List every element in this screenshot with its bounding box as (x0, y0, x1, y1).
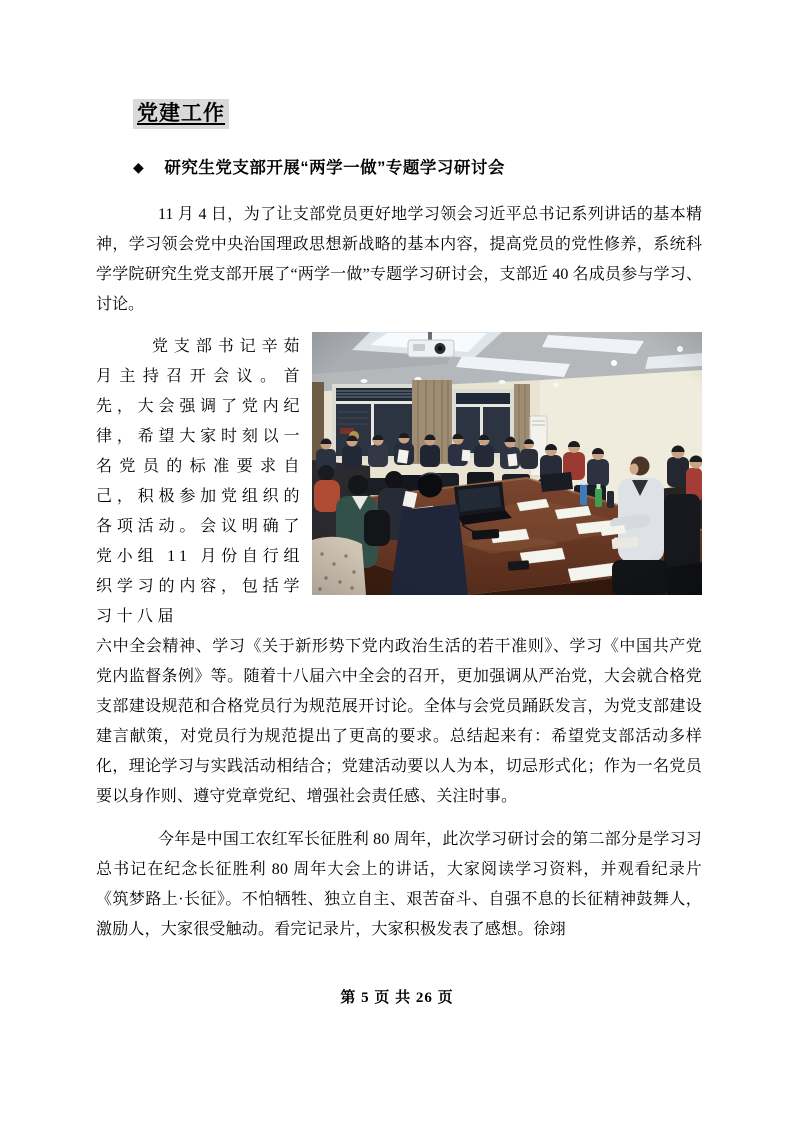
article-heading (133, 156, 702, 179)
diamond-bullet-icon: ◆ (133, 159, 145, 175)
document-content (96, 99, 702, 945)
article-heading-text: 研究生党支部开展“两学一做”专题学习研讨会 (164, 159, 505, 177)
paragraph-2-below-photo: 六中全会精神、学习《关于新形势下党内政治生活的若干准则》、学习《中国共产党党内监督条例》等。随着十八届六中全会的召开，更加强调从严治党，大会就合格党支部建设规范和合格党员行为规范展开讨论。全体与会党员踊跃发言，为党支部建设建言献策，对党员行为规范提出了更高的要求。总结起来有：希望党支部活动多样化，理论学习与实践活动相结合；党建活动要以人为本，切忌形式化；作为一名党员要以身作则、遵守党章党纪、增强社会责任感、关注时事。 (96, 638, 702, 805)
paragraph-2-beside-photo: 党支部书记辛茹月主持召开会议。首先，大会强调了党内纪律，希望大家时刻以一名党员的标准要求自己，积极参加党组织的各项活动。会议明确了党小组 11 月份自行组织学习的内容，包括学习十八届 (96, 338, 304, 625)
paragraph-2-with-photo (96, 332, 702, 812)
meeting-room-photo (312, 332, 702, 595)
section-title-row (96, 99, 702, 129)
paragraph-3: 今年是中国工农红军长征胜利 80 周年，此次学习研讨会的第二部分是学习习总书记在纪念长征胜利 80 周年大会上的讲话，大家阅读学习资料，并观看纪录片《筑梦路上·长征》。不怕牺牲、独立自主、艰苦奋斗、自强不息的长征精神鼓舞人，激励人，大家很受触动。看完记录片，大家积极发表了感想。徐翊 (96, 831, 702, 938)
page-number-footer: 第 5 页 共 26 页 (340, 990, 454, 1006)
paragraph-1: 11 月 4 日，为了让支部党员更好地学习领会习近平总书记系列讲话的基本精神，学习领会党中央治国理政思想新战略的基本内容，提高党员的党性修养，系统科学学院研究生党支部开展了“两学一做”专题学习研讨会，支部近 40 名成员参与学习、讨论。 (96, 206, 702, 313)
photo-vignette (312, 332, 702, 595)
section-title: 党建工作 (133, 99, 229, 129)
